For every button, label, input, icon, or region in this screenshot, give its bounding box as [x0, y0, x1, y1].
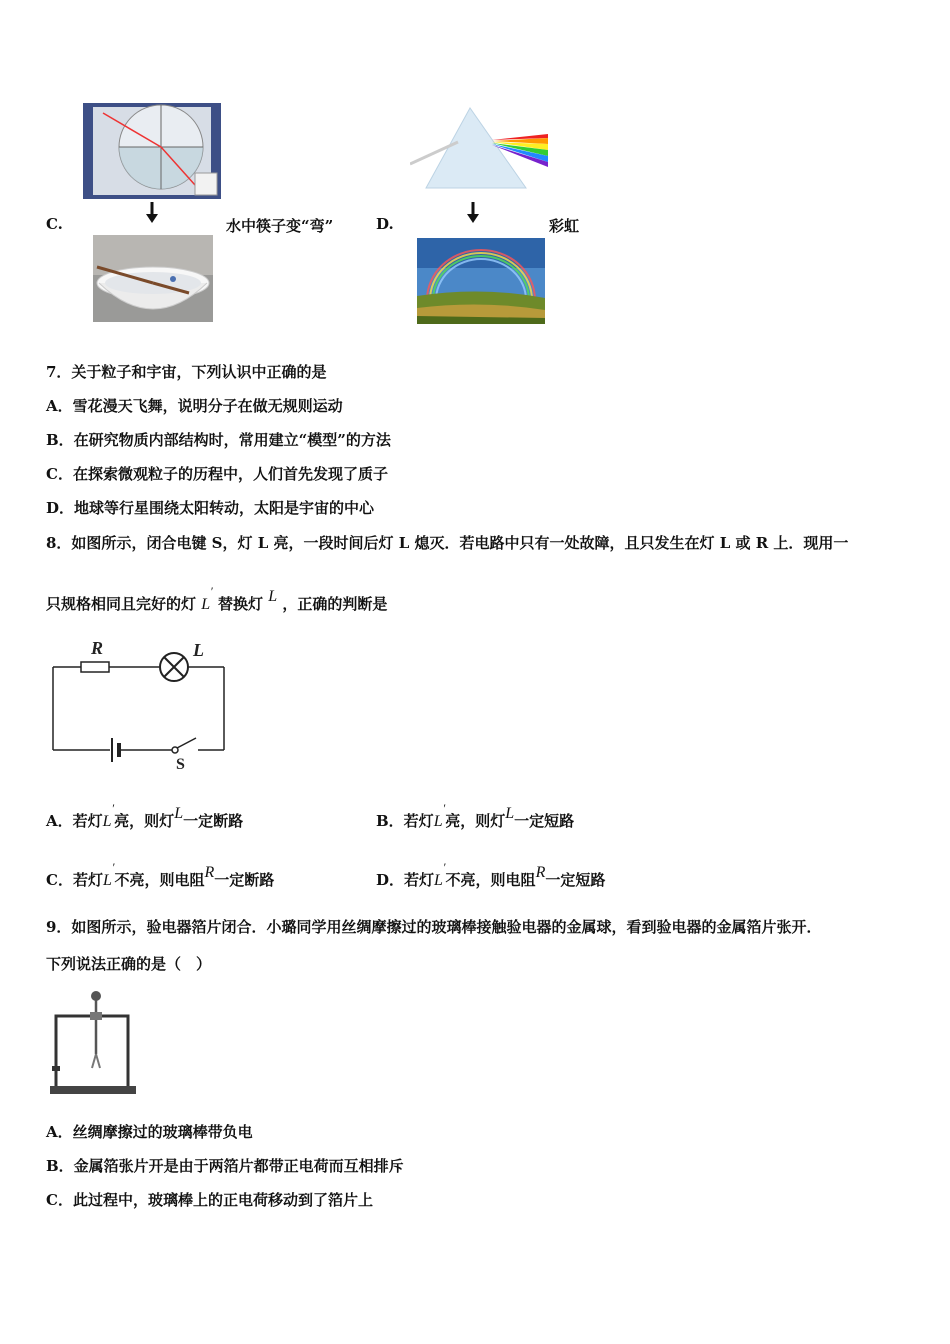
lamp-symbol-l-prime: L′ — [201, 584, 213, 613]
option-d-label: D. — [376, 215, 394, 233]
circuit-diagram — [48, 635, 243, 775]
q8-stem-line2: 只规格相同且完好的灯 L′ 替换灯 L ，正确的判断是 — [46, 584, 388, 613]
circuit-label-s: S — [176, 756, 185, 773]
q7-option-b: B．在研究物质内部结构时，常用建立“模型”的方法 — [46, 431, 391, 449]
q9-option-c: C．此过程中，玻璃棒上的正电荷移动到了箔片上 — [46, 1191, 373, 1209]
circuit-label-r: R — [91, 638, 104, 658]
q9-option-a: A．丝绸摩擦过的玻璃棒带负电 — [46, 1123, 253, 1141]
option-c-text: 水中筷子变“弯” — [226, 217, 334, 235]
lamp-symbol-l: L — [268, 588, 278, 605]
circuit-label-l: L — [193, 640, 204, 660]
q9-stem-line2: 下列说法正确的是（ ） — [46, 955, 212, 973]
q8-option-b: B．若灯L′亮，则灯L一定短路 — [376, 801, 575, 830]
q8-option-d: D．若灯L′不亮，则电阻R一定短路 — [376, 860, 606, 889]
option-c-label: C. — [46, 215, 63, 233]
down-arrow-icon — [145, 202, 159, 224]
q8-option-c: C．若灯L′不亮，则电阻R一定断路 — [46, 860, 275, 889]
q7-option-a: A．雪花漫天飞舞，说明分子在做无规则运动 — [46, 397, 343, 415]
down-arrow-icon — [466, 202, 480, 224]
q9-stem-line1: 9．如图所示，验电器箔片闭合．小璐同学用丝绸摩擦过的玻璃棒接触验电器的金属球，看到验电器的金属箔片张开． — [46, 918, 822, 936]
q7-option-c: C．在探索微观粒子的历程中，人们首先发现了质子 — [46, 465, 388, 483]
electroscope-image — [46, 988, 142, 1098]
chopsticks-in-bowl-image — [93, 235, 213, 322]
option-d-text: 彩虹 — [549, 217, 580, 235]
rainbow-photo-image — [417, 238, 545, 324]
prism-dispersion-image — [410, 104, 548, 190]
q8-stem-line1: 8．如图所示，闭合电键 S，灯 L 亮，一段时间后灯 L 熄灭．若电路中只有一处故障，且只发生在灯 L 或 R 上．现用一 — [46, 534, 849, 552]
q9-option-b: B．金属箔张片开是由于两箔片都带正电荷而互相排斥 — [46, 1157, 404, 1175]
q7-stem: 7．关于粒子和宇宙，下列认识中正确的是 — [46, 363, 327, 381]
q8-option-a: A．若灯L′亮，则灯L一定断路 — [46, 801, 244, 830]
refraction-experiment-image — [83, 103, 221, 199]
q7-option-d: D．地球等行星围绕太阳转动，太阳是宇宙的中心 — [46, 499, 375, 517]
